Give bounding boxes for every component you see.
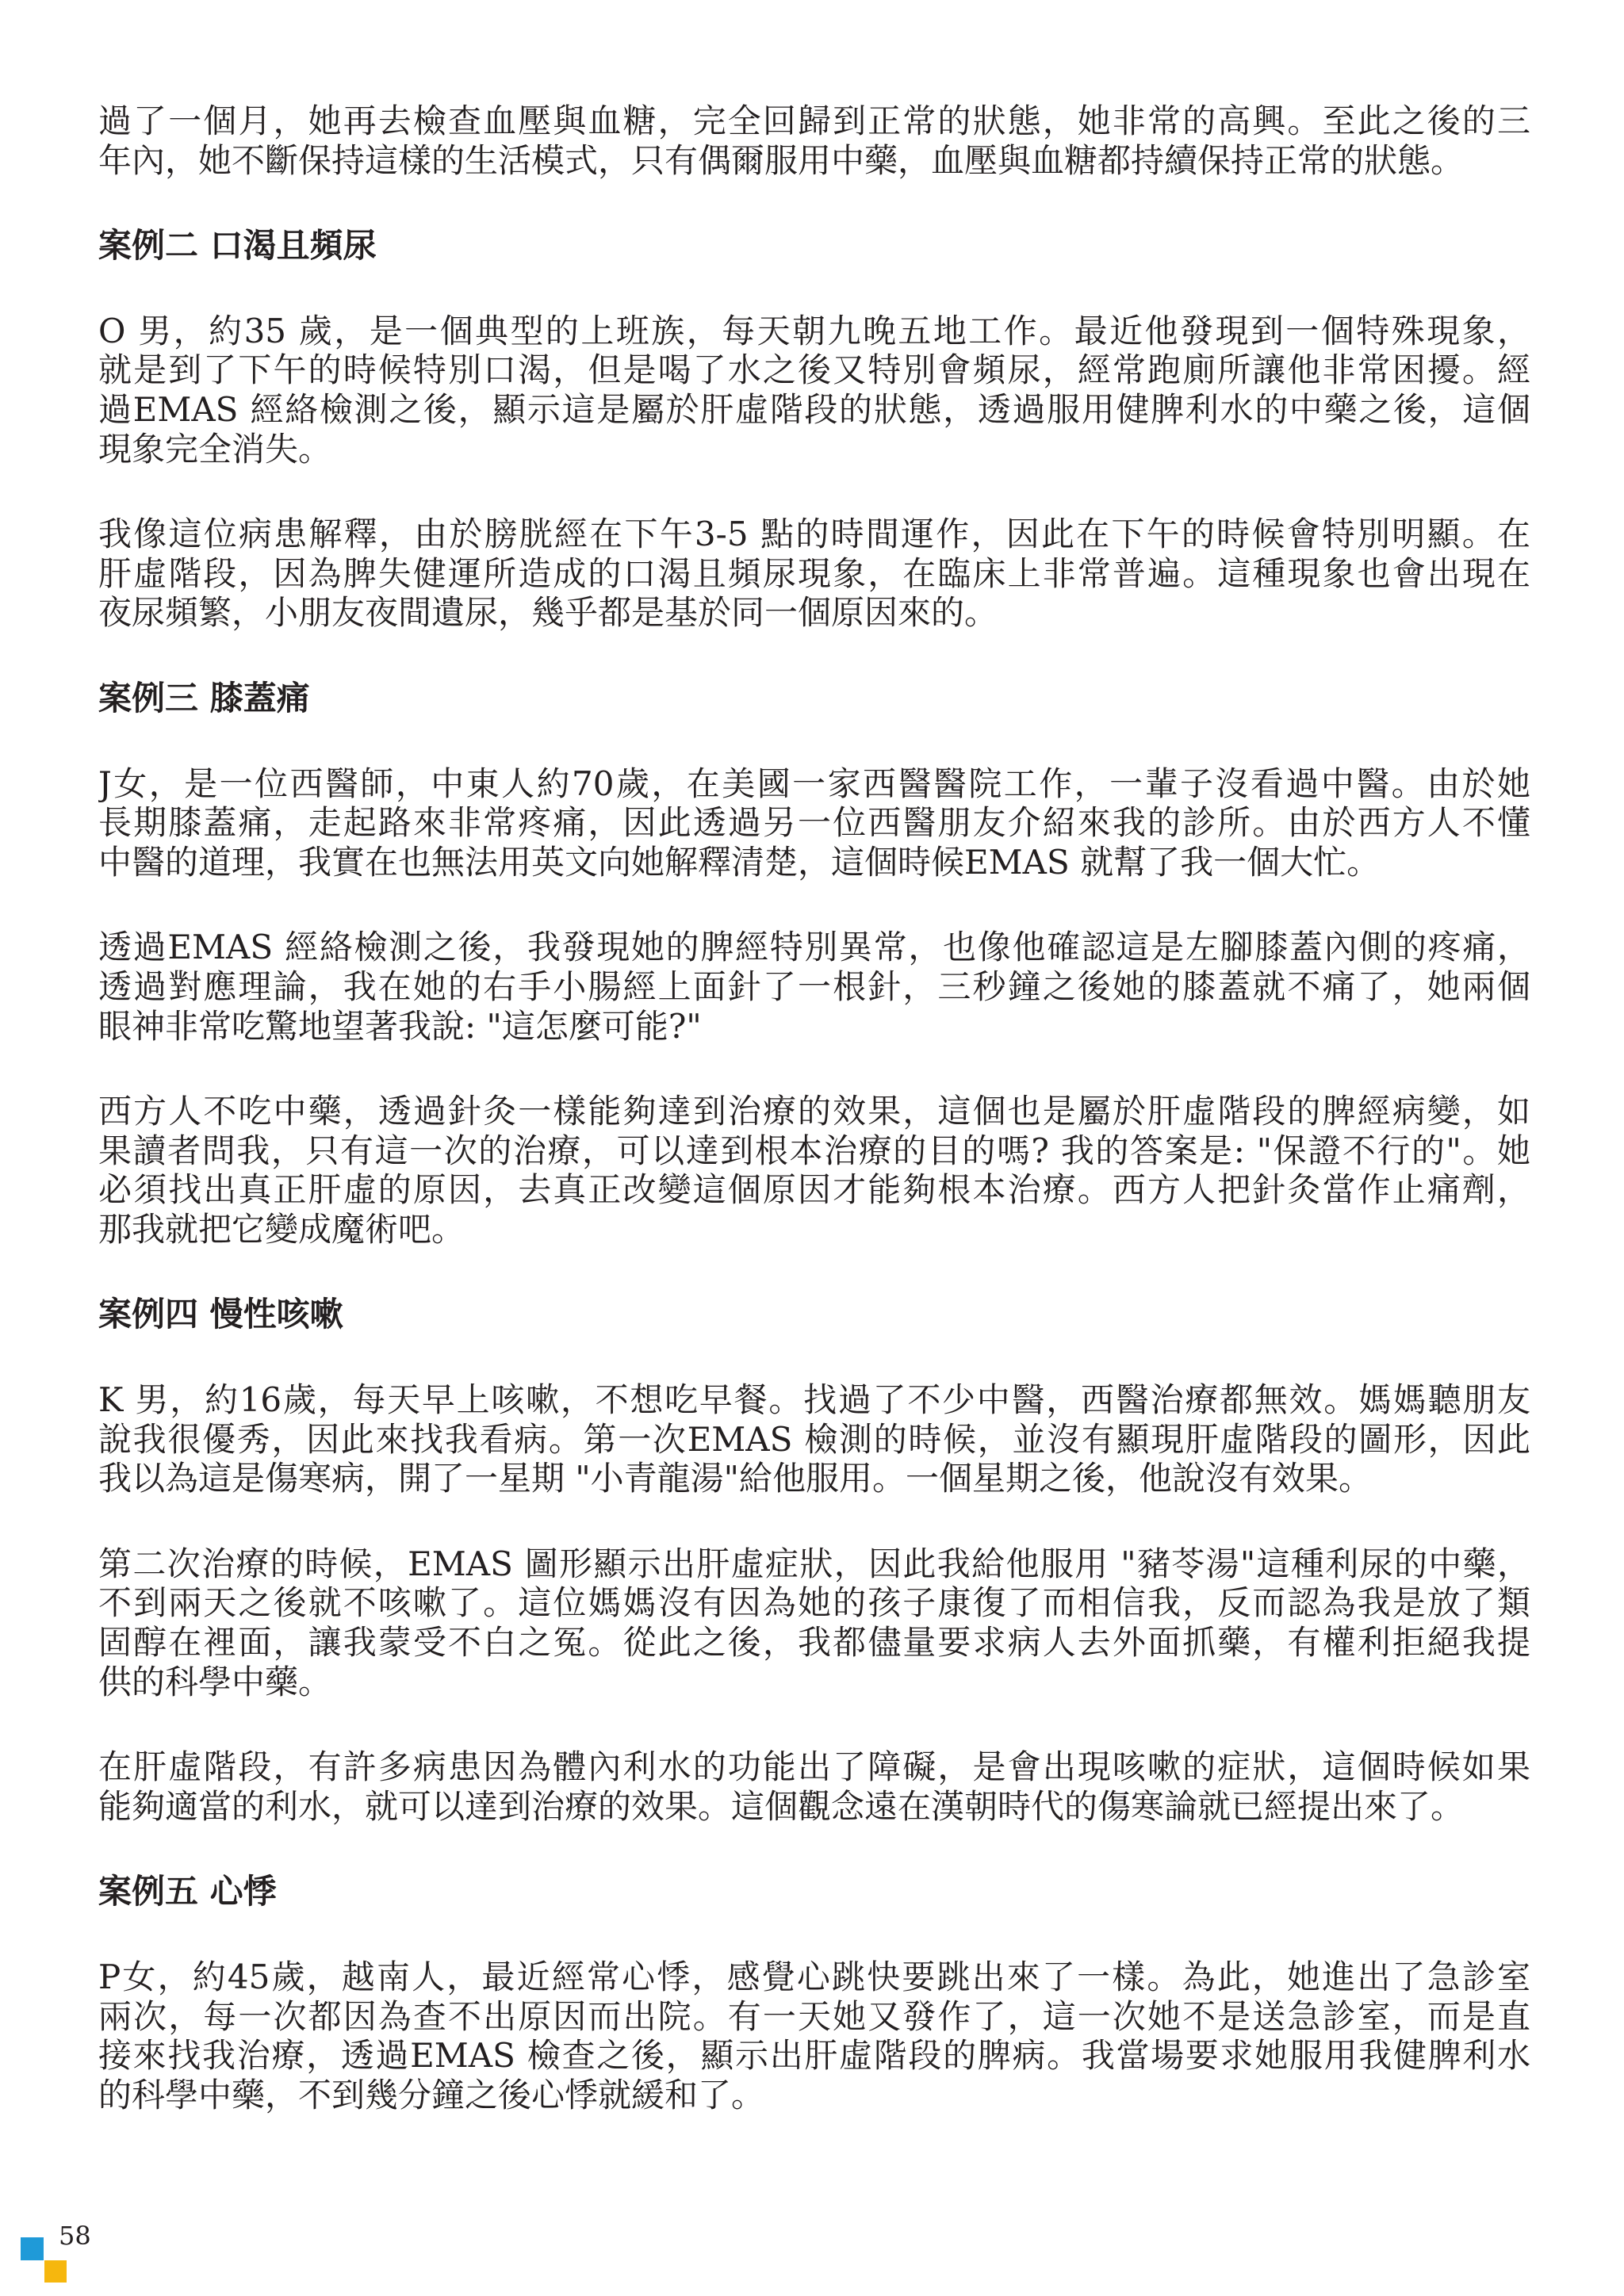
text-line: P女，約45歲，越南人，最近經常心悸，感覺心跳快要跳出來了一樣。為此，她進出了急診室	[98, 1957, 1530, 1996]
blue-square-icon	[21, 2237, 44, 2260]
text-line: 供的科學中藥。	[98, 1662, 332, 1701]
case-paragraph	[98, 1092, 1530, 1249]
text-line: 不到兩天之後就不咳嗽了。這位媽媽沒有因為她的孩子康復了而相信我，反而認為我是放了類	[98, 1583, 1530, 1623]
text-line: 過EMAS 經絡檢測之後，顯示這是屬於肝虛階段的狀態，透過服用健脾利水的中藥之後，這個	[98, 389, 1530, 429]
text-line: 果讀者問我，只有這一次的治療，可以達到根本治療的目的嗎? 我的答案是: "保證不行的"。她	[98, 1131, 1530, 1170]
intro-paragraph	[98, 101, 1530, 180]
text-line: 年內，她不斷保持這樣的生活模式，只有偶爾服用中藥，血壓與血糖都持續保持正常的狀態。	[98, 140, 1465, 180]
text-line: 固醇在裡面，讓我蒙受不白之冤。從此之後，我都儘量要求病人去外面抓藥，有權利拒絕我提	[98, 1623, 1530, 1663]
text-line: 我以為這是傷寒病，開了一星期 "小青龍湯"給他服用。一個星期之後，他說沒有效果。	[98, 1459, 1372, 1498]
page-body	[98, 101, 1530, 2114]
text-line: 中醫的道理，我實在也無法用英文向她解釋清楚，這個時候EMAS 就幫了我一個大忙。	[98, 842, 1381, 882]
text-line: J女，是一位西醫師，中東人約70歲，在美國一家西醫醫院工作，一輩子沒看過中醫。由於她	[98, 763, 1530, 803]
text-line: 必須找出真正肝虛的原因，去真正改變這個原因才能夠根本治療。西方人把針灸當作止痛劑，	[98, 1170, 1530, 1210]
case-section-5	[98, 1872, 1530, 2114]
text-line: 那我就把它變成魔術吧。	[98, 1209, 465, 1249]
case-paragraph	[98, 764, 1530, 882]
text-line: 能夠適當的利水，就可以達到治療的效果。這個觀念遠在漢朝時代的傷寒論就已經提出來了。	[98, 1786, 1465, 1826]
text-line: 在肝虛階段，有許多病患因為體內利水的功能出了障礙，是會出現咳嗽的症狀，這個時候如果	[98, 1747, 1530, 1787]
text-line: O 男，約35 歲，是一個典型的上班族，每天朝九晚五地工作。最近他發現到一個特殊現象，	[98, 311, 1530, 350]
text-line: 西方人不吃中藥，透過針灸一樣能夠達到治療的效果，這個也是屬於肝虛階段的脾經病變，如	[98, 1092, 1530, 1131]
text-line: 兩次，每一次都因為查不出原因而出院。有一天她又發作了，這一次她不是送急診室，而是直	[98, 1996, 1530, 2036]
case-paragraph	[98, 312, 1530, 469]
yellow-square-icon	[44, 2260, 67, 2283]
text-line: 夜尿頻繁，小朋友夜間遺尿，幾乎都是基於同一個原因來的。	[98, 593, 998, 633]
text-line: 過了一個月，她再去檢查血壓與血糖，完全回歸到正常的狀態，她非常的高興。至此之後的三	[98, 101, 1530, 140]
case-section-3	[98, 679, 1530, 1249]
case-paragraph	[98, 515, 1530, 633]
text-line: 我像這位病患解釋，由於膀胱經在下午3-5 點的時間運作，因此在下午的時候會特別明顯。在	[98, 515, 1530, 554]
case-paragraph	[98, 1747, 1530, 1826]
case-section-4	[98, 1295, 1530, 1826]
case-section-2	[98, 226, 1530, 633]
case-paragraph	[98, 928, 1530, 1046]
text-line: 透過EMAS 經絡檢測之後，我發現她的脾經特別異常，也像他確認這是左腳膝蓋內側的疼痛，	[98, 928, 1530, 967]
case-heading: 案例三 膝蓋痛	[98, 678, 310, 718]
text-line: 透過對應理論，我在她的右手小腸經上面針了一根針，三秒鐘之後她的膝蓋就不痛了，她兩個	[98, 966, 1530, 1006]
text-line: 就是到了下午的時候特別口渴，但是喝了水之後又特別會頻尿，經常跑廁所讓他非常困擾。經	[98, 350, 1530, 390]
case-paragraph	[98, 1380, 1530, 1498]
page-number: 58	[59, 2221, 91, 2251]
text-line: 的科學中藥，不到幾分鐘之後心悸就緩和了。	[98, 2075, 765, 2114]
text-line: 現象完全消失。	[98, 429, 332, 469]
case-paragraph	[98, 1957, 1530, 2114]
text-line: 肝虛階段，因為脾失健運所造成的口渴且頻尿現象，在臨床上非常普遍。這種現象也會出現在	[98, 553, 1530, 593]
text-line: 眼神非常吃驚地望著我說: "這怎麼可能?"	[98, 1006, 702, 1046]
case-heading: 案例五 心悸	[98, 1872, 277, 1911]
text-line: 長期膝蓋痛，走起路來非常疼痛，因此透過另一位西醫朋友介紹來我的診所。由於西方人不懂	[98, 803, 1530, 843]
case-heading: 案例二 口渴且頻尿	[98, 226, 377, 266]
text-line: 接來找我治療，透過EMAS 檢查之後，顯示出肝虛階段的脾病。我當場要求她服用我健脾利水	[98, 2036, 1530, 2076]
text-line: K 男，約16歲，每天早上咳嗽，不想吃早餐。找過了不少中醫，西醫治療都無效。媽媽聽朋友	[98, 1380, 1530, 1420]
page-corner-logo	[0, 2212, 111, 2291]
text-line: 第二次治療的時候，EMAS 圖形顯示出肝虛症狀，因此我給他服用 "豬苓湯"這種利尿的中藥，	[98, 1544, 1530, 1583]
case-heading: 案例四 慢性咳嗽	[98, 1295, 343, 1334]
case-paragraph	[98, 1544, 1530, 1701]
text-line: 說我很優秀，因此來找我看病。第一次EMAS 檢測的時候，並沒有顯現肝虛階段的圖形，因此	[98, 1419, 1530, 1459]
